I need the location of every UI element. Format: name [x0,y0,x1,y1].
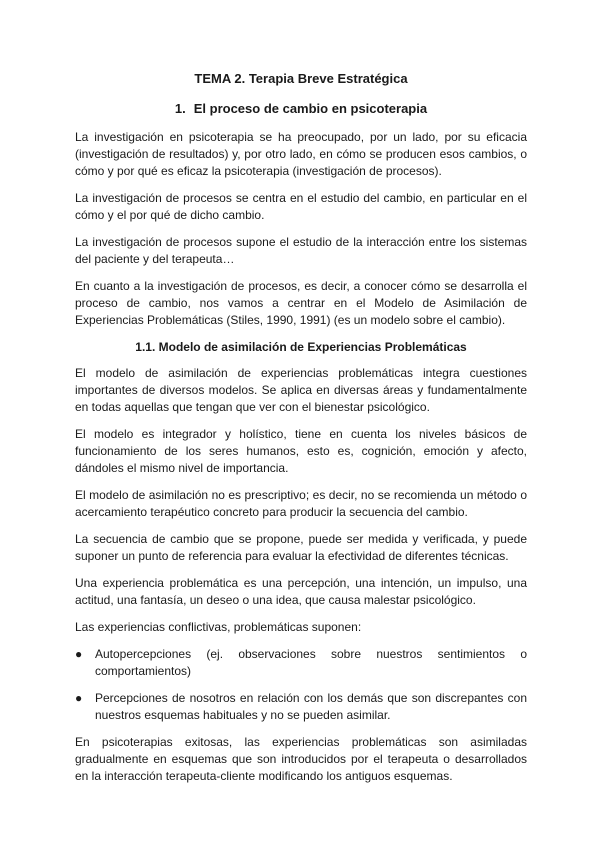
paragraph-intro-3: La investigación de procesos supone el estudio de la interacción entre los sistemas del paciente y del terapeuta… [75,235,527,266]
section-title: El proceso de cambio en psicoterapia [193,101,428,116]
bullet-icon: ● [75,647,83,661]
paragraph-model-6: Las experiencias conflictivas, problemáticas suponen: [75,620,362,634]
paragraph-model-5: Una experiencia problemática es una percepción, una intención, un impulso, una actitud, una fantasía, un deseo o una idea, que causa malestar psicológico. [75,576,527,607]
bullet-text-2: Percepciones de nosotros en relación con los demás que son discrepantes con nuestros esquemas habituales y no se pueden asimilar. [95,691,527,722]
subsection-heading: 1.1. Modelo de asimilación de Experiencias Problemáticas [135,340,467,354]
bullet-list [75,646,527,724]
paragraph-model-2: El modelo es integrador y holístico, tiene en cuenta los niveles básicos de funcionamiento de los seres humanos, esto es, cognición, emoción y afecto, dándoles el mismo nivel de importancia. [75,427,527,475]
paragraph-final: En psicoterapias exitosas, las experiencias problemáticas son asimiladas gradualmente en esquemas que son introducidos por el terapeuta o desarrollados en la interacción terapeuta-cliente modificando los antiguos esquemas. [75,735,527,783]
bullet-text-1: Autopercepciones (ej. observaciones sobre nuestros sentimientos o comportamientos) [95,647,527,678]
section-heading [75,100,527,118]
document-title: TEMA 2. Terapia Breve Estratégica [194,71,408,86]
paragraph-model-4: La secuencia de cambio que se propone, puede ser medida y verificada, y puede suponer un punto de referencia para evaluar la efectividad de diferentes técnicas. [75,532,527,563]
bullet-item-2 [75,690,527,724]
paragraph-model-3: El modelo de asimilación no es prescriptivo; es decir, no se recomienda un método o acercamiento terapéutico concreto para producir la secuencia del cambio. [75,488,527,519]
document-content [75,70,527,795]
paragraph-intro-4: En cuanto a la investigación de procesos, es decir, a conocer cómo se desarrolla el proceso de cambio, nos vamos a centrar en el Modelo de Asimilación de Experiencias Problemáticas (Stiles, 1990, 1991) (es un modelo sobre el cambio). [75,279,527,327]
paragraph-intro-2: La investigación de procesos se centra en el estudio del cambio, en particular en el cómo y el por qué de dicho cambio. [75,191,527,222]
bullet-item-1 [75,646,527,680]
section-number: 1. [174,101,186,116]
paragraph-model-1: El modelo de asimilación de experiencias problemáticas integra cuestiones importantes de diversos modelos. Se aplica en diversas áreas y fundamentalmente en todas aquellas que tengan que ver con el bienestar psicológico. [75,366,527,414]
paragraph-intro-1: La investigación en psicoterapia se ha preocupado, por un lado, por su eficacia (investigación de resultados) y, por otro lado, en cómo se producen esos cambios, o cómo y por qué es eficaz la psicoterapia (investigación de procesos). [75,130,527,178]
bullet-icon: ● [75,691,83,705]
